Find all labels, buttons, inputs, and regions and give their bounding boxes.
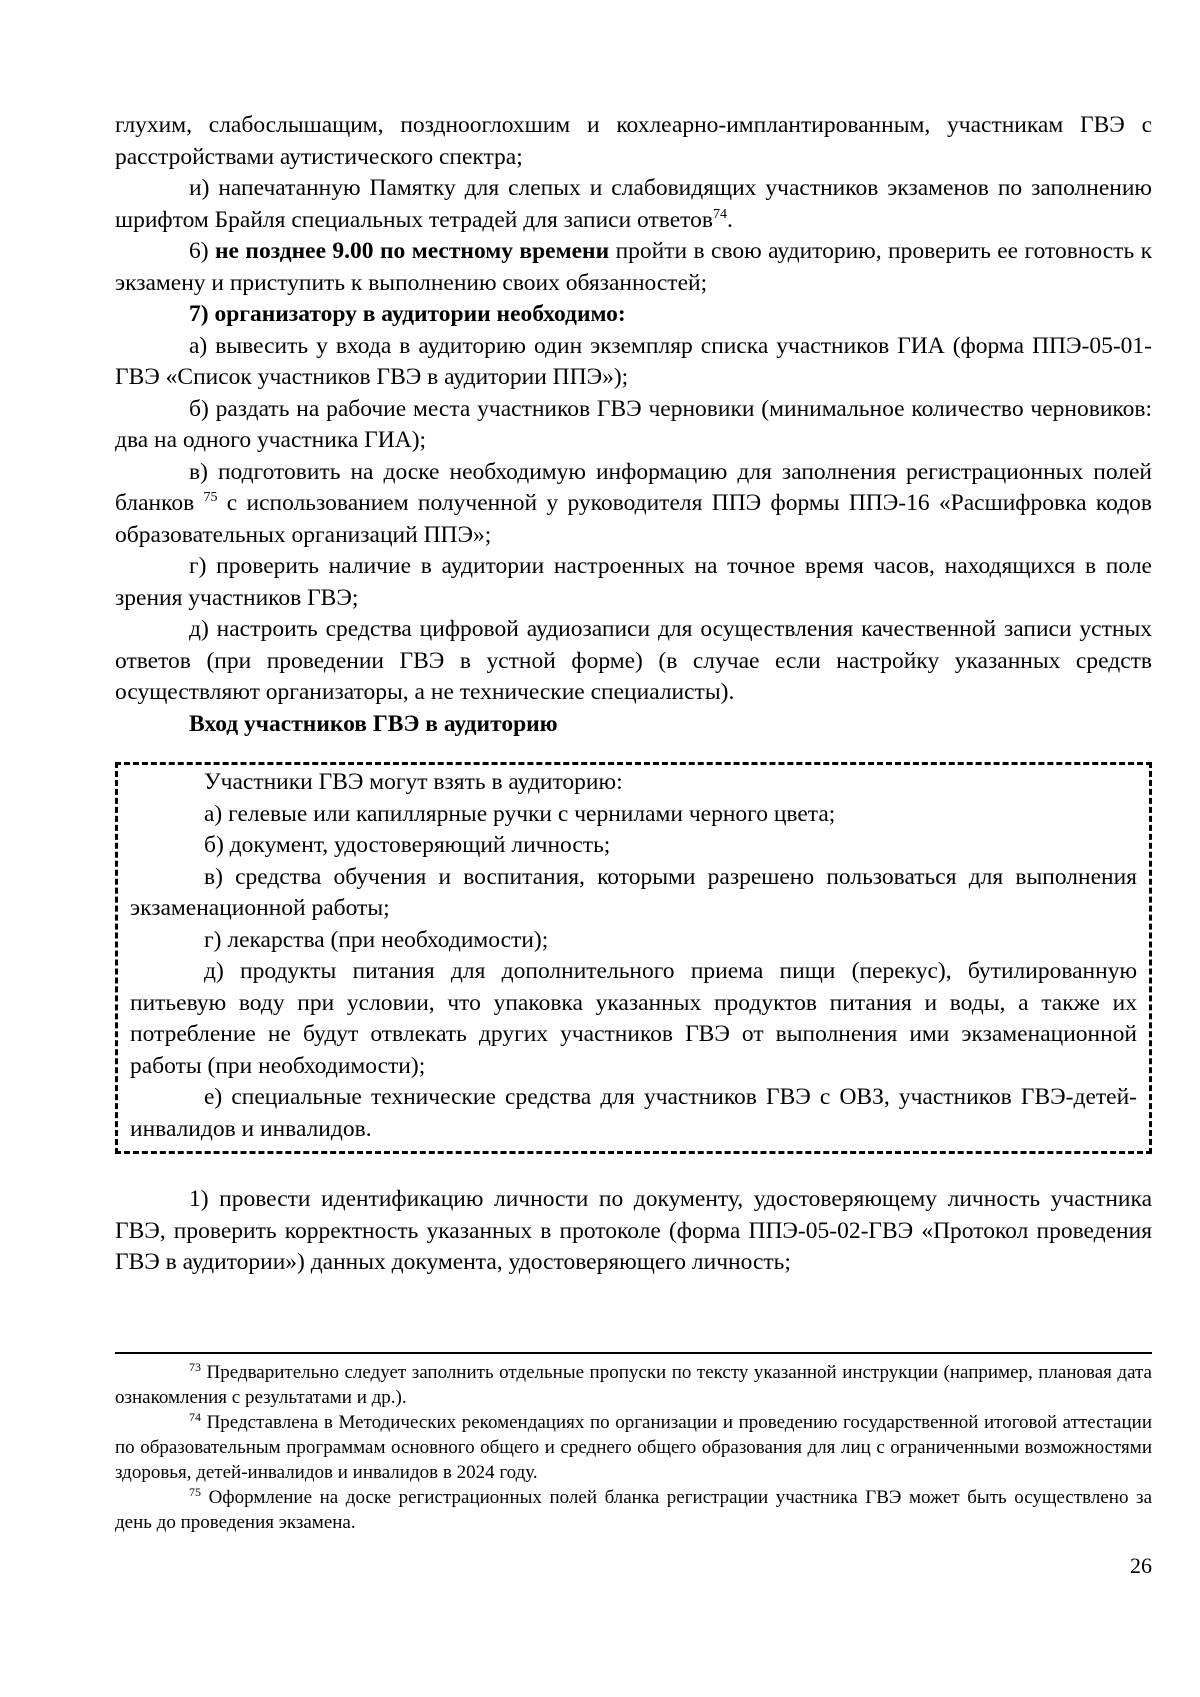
- footnote-ref-75: 75: [203, 490, 218, 505]
- paragraph-7a: а) вывесить у входа в аудиторию один экземпляр списка участников ГИА (форма ППЭ-05-01-ГВЭ «Список участников ГВЭ в аудитории ППЭ»);: [115, 332, 1152, 390]
- footnote-74: [115, 1410, 1152, 1485]
- section-heading: Вход участников ГВЭ в аудиторию: [189, 710, 558, 737]
- box-item: г) лекарства (при необходимости);: [204, 926, 549, 953]
- box-item: д) продукты питания для дополнительного приема пищи (перекус), бутилированную питьевую воду при условии, что упаковка указанных продуктов питания и воды, а также их потребление не будут отвлекать других участников ГВЭ от выполнения ими экзаменационной работы (при необходимости);: [130, 958, 1137, 1079]
- item-i-end: .: [726, 206, 733, 233]
- p6-bold-deadline: не позднее 9.00 по местному времени: [215, 238, 610, 264]
- footnote-text: Представлена в Методических рекомендациях по организации и проведению государственной итоговой аттестации по образовательным программам основного общего и среднего общего образования для лиц с ограниченными возможностями здоровья, детей-инвалидов и инвалидов в 2024 году.: [115, 1412, 1152, 1483]
- p6-rest: пройти в свою аудиторию, проверить ее готовность к экзамену и приступить к выполнению своих обязанностей;: [115, 238, 1152, 296]
- paragraph-continuation: глухим, слабослышащим, позднооглохшим и кохлеарно-имплантированным, участникам ГВЭ с расстройствами аутистического спектра;: [115, 112, 1152, 170]
- paragraph-7-heading: 7) организатору в аудитории необходимо:: [189, 301, 626, 327]
- p6-prefix: 6): [189, 238, 216, 264]
- footnote-number: 74: [189, 1410, 201, 1424]
- page-body: [115, 110, 1152, 1279]
- page-number: 26: [1130, 1553, 1152, 1578]
- footnotes: [115, 1352, 1152, 1535]
- footnote-text: Предварительно следует заполнить отдельные пропуски по тексту указанной инструкции (например, плановая дата ознакомления с результатами и др.).: [115, 1362, 1152, 1408]
- paragraph-7b: б) раздать на рабочие места участников ГВЭ черновики (минимальное количество черновиков: два на одного участника ГИА);: [115, 395, 1152, 453]
- p7v-rest: с использованием полученной у руководителя ППЭ формы ППЭ-16 «Расшифровка кодов образовательных организаций ППЭ»;: [115, 490, 1152, 548]
- footnote-text: Оформление на доске регистрационных полей бланка регистрации участника ГВЭ может быть осуществлено за день до проведения экзамена.: [115, 1487, 1152, 1533]
- box-item: б) документ, удостоверяющий личность;: [204, 832, 611, 858]
- box-intro: Участники ГВЭ могут взять в аудиторию:: [204, 769, 623, 795]
- paragraph-7d: д) настроить средства цифровой аудиозаписи для осуществления качественной записи устных ответов (при проведении ГВЭ в устной форме) (в случае если настройку указанных средств осуществляют организаторы, а не технические специалисты).: [115, 616, 1152, 705]
- allowed-items-box: [115, 762, 1152, 1154]
- footnote-ref-74: 74: [712, 206, 727, 222]
- p7v-text: в) подготовить на доске необходимую информацию для заполнения регистрационных полей бланков: [115, 458, 1152, 516]
- footnote-73: [115, 1360, 1152, 1410]
- paragraph-7v: [115, 457, 1152, 552]
- footnote-number: 75: [189, 1485, 201, 1499]
- paragraph-6: [115, 236, 1152, 299]
- box-item: в) средства обучения и воспитания, которыми разрешено пользоваться для выполнения экзаменационной работы;: [130, 863, 1137, 921]
- box-item: а) гелевые или капиллярные ручки с чернилами черного цвета;: [204, 800, 836, 827]
- paragraph-item-i: [115, 173, 1152, 236]
- box-item: е) специальные технические средства для участников ГВЭ с ОВЗ, участников ГВЭ-детей-инвалидов и инвалидов.: [130, 1084, 1137, 1142]
- paragraph-identification: 1) провести идентификацию личности по документу, удостоверяющему личность участника ГВЭ, проверить корректность указанных в протоколе (форма ППЭ-05-02-ГВЭ «Протокол проведения ГВЭ в аудитории») данных документа, удостоверяющего личность;: [115, 1186, 1152, 1275]
- item-i-text: и) напечатанную Памятку для слепых и слабовидящих участников экзаменов по заполнению шрифтом Брайля специальных тетрадей для записи ответов: [115, 175, 1152, 233]
- paragraph-7g: г) проверить наличие в аудитории настроенных на точное время часов, находящихся в поле зрения участников ГВЭ;: [115, 553, 1152, 611]
- footnote-75: [115, 1485, 1152, 1535]
- footnote-number: 73: [189, 1360, 201, 1374]
